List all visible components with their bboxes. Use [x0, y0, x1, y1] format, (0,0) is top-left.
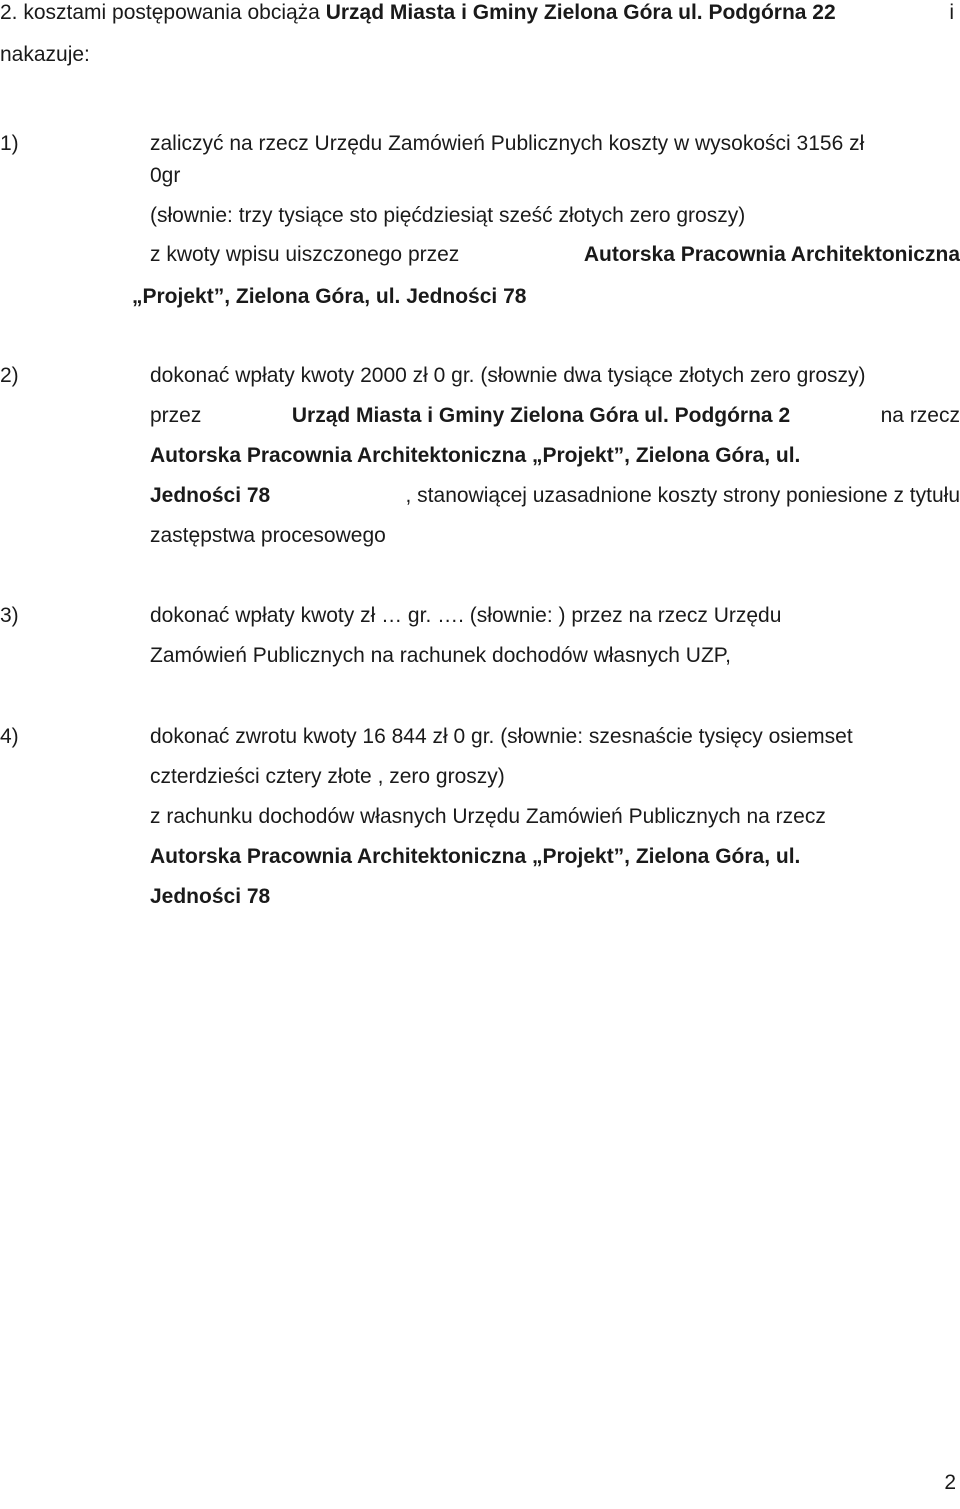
item-2-line-5: zastępstwa procesowego [150, 524, 386, 547]
item-4-line-3: z rachunku dochodów własnych Urzędu Zamówień Publicznych na rzecz [150, 805, 826, 828]
intro-text: 2. kosztami postępowania obciąża [0, 1, 320, 24]
item-3-line-2: Zamówień Publicznych na rachunek dochodów własnych UZP, [150, 644, 731, 667]
item-1-line-1: zaliczyć na rzecz Urzędu Zamówień Publicznych koszty w wysokości 3156 zł [150, 132, 865, 155]
item-3-number: 3) [0, 604, 19, 627]
item-2-suffix: na rzecz [880, 404, 960, 427]
item-2-prefix: przez [150, 404, 202, 427]
item-4-line-1: dokonać zwrotu kwoty 16 844 zł 0 gr. (słownie: szesnaście tysięcy osiemset [150, 725, 853, 748]
intro-line-1 [0, 0, 954, 26]
intro-line-2: nakazuje: [0, 43, 90, 66]
item-2-entity-address: Jedności 78 [150, 484, 271, 507]
item-1-line-4 [150, 242, 960, 268]
item-2-line-4 [150, 483, 960, 509]
item-4-line-5 [150, 884, 270, 910]
item-2-payer: Urząd Miasta i Gminy Zielona Góra ul. Podgórna 2 [291, 404, 791, 427]
item-2-line-1: dokonać wpłaty kwoty 2000 zł 0 gr. (słownie dwa tysiące złotych zero groszy) [150, 364, 866, 387]
item-4-line-2: czterdzieści cztery złote , zero groszy) [150, 765, 505, 788]
item-4-entity-address: Jedności 78 [150, 885, 271, 908]
item-2-number: 2) [0, 364, 19, 387]
item-1-line-2: 0gr [150, 164, 181, 187]
item-4-number: 4) [0, 725, 19, 748]
item-2-line-2 [150, 403, 960, 429]
page-number: 2 [944, 1471, 956, 1494]
item-1-line-5 [132, 284, 526, 310]
item-4-line-4 [150, 844, 800, 870]
item-1-line-4-text: z kwoty wpisu uiszczonego przez [150, 243, 460, 266]
item-3-line-1: dokonać wpłaty kwoty zł … gr. …. (słownie: ) przez na rzecz Urzędu [150, 604, 782, 627]
intro-suffix: i [949, 1, 954, 24]
item-2-entity: Autorska Pracownia Architektoniczna „Projekt”, Zielona Góra, ul. [150, 444, 801, 467]
item-4-entity: Autorska Pracownia Architektoniczna „Projekt”, Zielona Góra, ul. [150, 845, 801, 868]
item-1-line-3: (słownie: trzy tysiące sto pięćdziesiąt sześć złotych zero groszy) [150, 204, 746, 227]
item-1-number: 1) [0, 132, 19, 155]
item-1-entity: Autorska Pracownia Architektoniczna [583, 243, 960, 266]
item-1-entity-address: „Projekt”, Zielona Góra, ul. Jedności 78 [132, 285, 527, 308]
item-2-line-4-text: , stanowiącej uzasadnione koszty strony poniesione z tytułu [405, 484, 960, 507]
item-2-line-3 [150, 443, 800, 469]
intro-bold-entity: Urząd Miasta i Gminy Zielona Góra ul. Podgórna 22 [325, 1, 836, 24]
